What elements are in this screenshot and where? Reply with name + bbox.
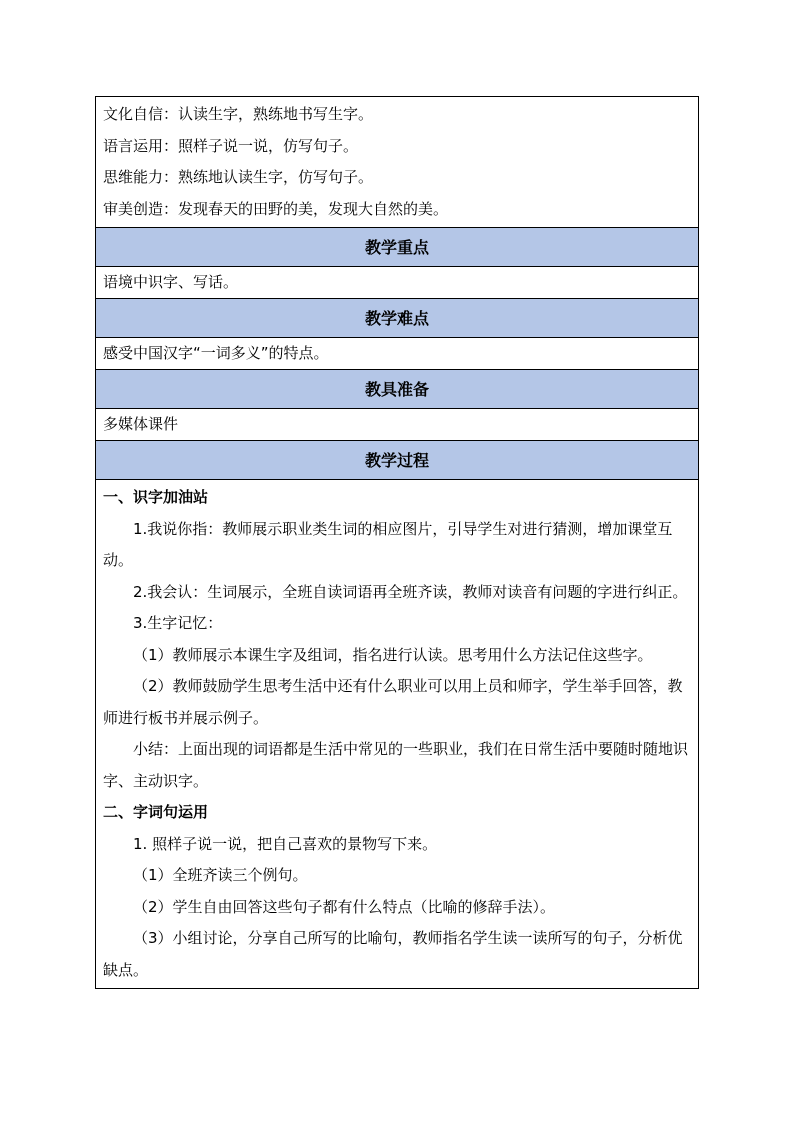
materials-header: 教具准备 — [96, 370, 699, 409]
difficulties-row — [96, 338, 699, 370]
key-points-header: 教学重点 — [96, 228, 699, 267]
process-paragraph: （1）教师展示本课生字及组词，指名进行认读。思考用什么方法记住这些字。 — [133, 645, 653, 664]
difficulties-header: 教学难点 — [96, 299, 699, 338]
goal-line: 思维能力：熟练地认读生字，仿写句子。 — [103, 168, 374, 186]
goals-row — [96, 97, 699, 228]
materials-header-row — [96, 370, 699, 409]
process-paragraph: （3）小组讨论，分享自己所写的比喻句，教师指名学生读一读所写的句子，分析优缺点。 — [103, 929, 683, 979]
process-paragraph: 2.我会认：生词展示，全班自读词语再全班齐读，教师对读音有问题的字进行纠正。 — [133, 582, 688, 601]
lesson-plan-table — [95, 96, 699, 989]
difficulties-text: 感受中国汉字“一词多义”的特点。 — [96, 338, 699, 370]
materials-row — [96, 409, 699, 441]
key-points-header-row — [96, 228, 699, 267]
process-paragraph: 1. 照样子说一说，把自己喜欢的景物写下来。 — [133, 834, 438, 853]
goal-line: 审美创造：发现春天的田野的美，发现大自然的美。 — [103, 199, 449, 218]
section-heading: 二、字词句运用 — [103, 803, 209, 821]
difficulties-header-row — [96, 299, 699, 338]
section-heading: 一、识字加油站 — [103, 488, 209, 506]
materials-text: 多媒体课件 — [96, 409, 699, 441]
goal-line: 语言运用：照样子说一说，仿写句子。 — [103, 136, 359, 155]
key-points-row — [96, 267, 699, 299]
process-paragraph: （2）学生自由回答这些句子都有什么特点（比喻的修辞手法）。 — [133, 897, 556, 916]
process-paragraph: 3.生字记忆： — [133, 614, 223, 632]
process-paragraph: （2）教师鼓励学生思考生活中还有什么职业可以用上员和师字，学生举手回答，教师进行板书并展示例子。 — [103, 677, 683, 727]
process-header: 教学过程 — [96, 441, 699, 480]
goals-cell — [96, 97, 699, 228]
summary-paragraph: 小结：上面出现的词语都是生活中常见的一些职业，我们在日常生活中要随时随地识字、主动识字。 — [103, 740, 689, 790]
process-paragraph: 1.我说你指：教师展示职业类生词的相应图片，引导学生对进行猜测，增加课堂互动。 — [103, 519, 673, 569]
key-points-text: 语境中识字、写话。 — [96, 267, 699, 299]
goal-line: 文化自信：认读生字，熟练地书写生字。 — [103, 105, 374, 123]
process-header-row — [96, 441, 699, 480]
process-cell — [96, 480, 699, 989]
process-row — [96, 480, 699, 989]
process-paragraph: （1）全班齐读三个例句。 — [133, 866, 308, 884]
